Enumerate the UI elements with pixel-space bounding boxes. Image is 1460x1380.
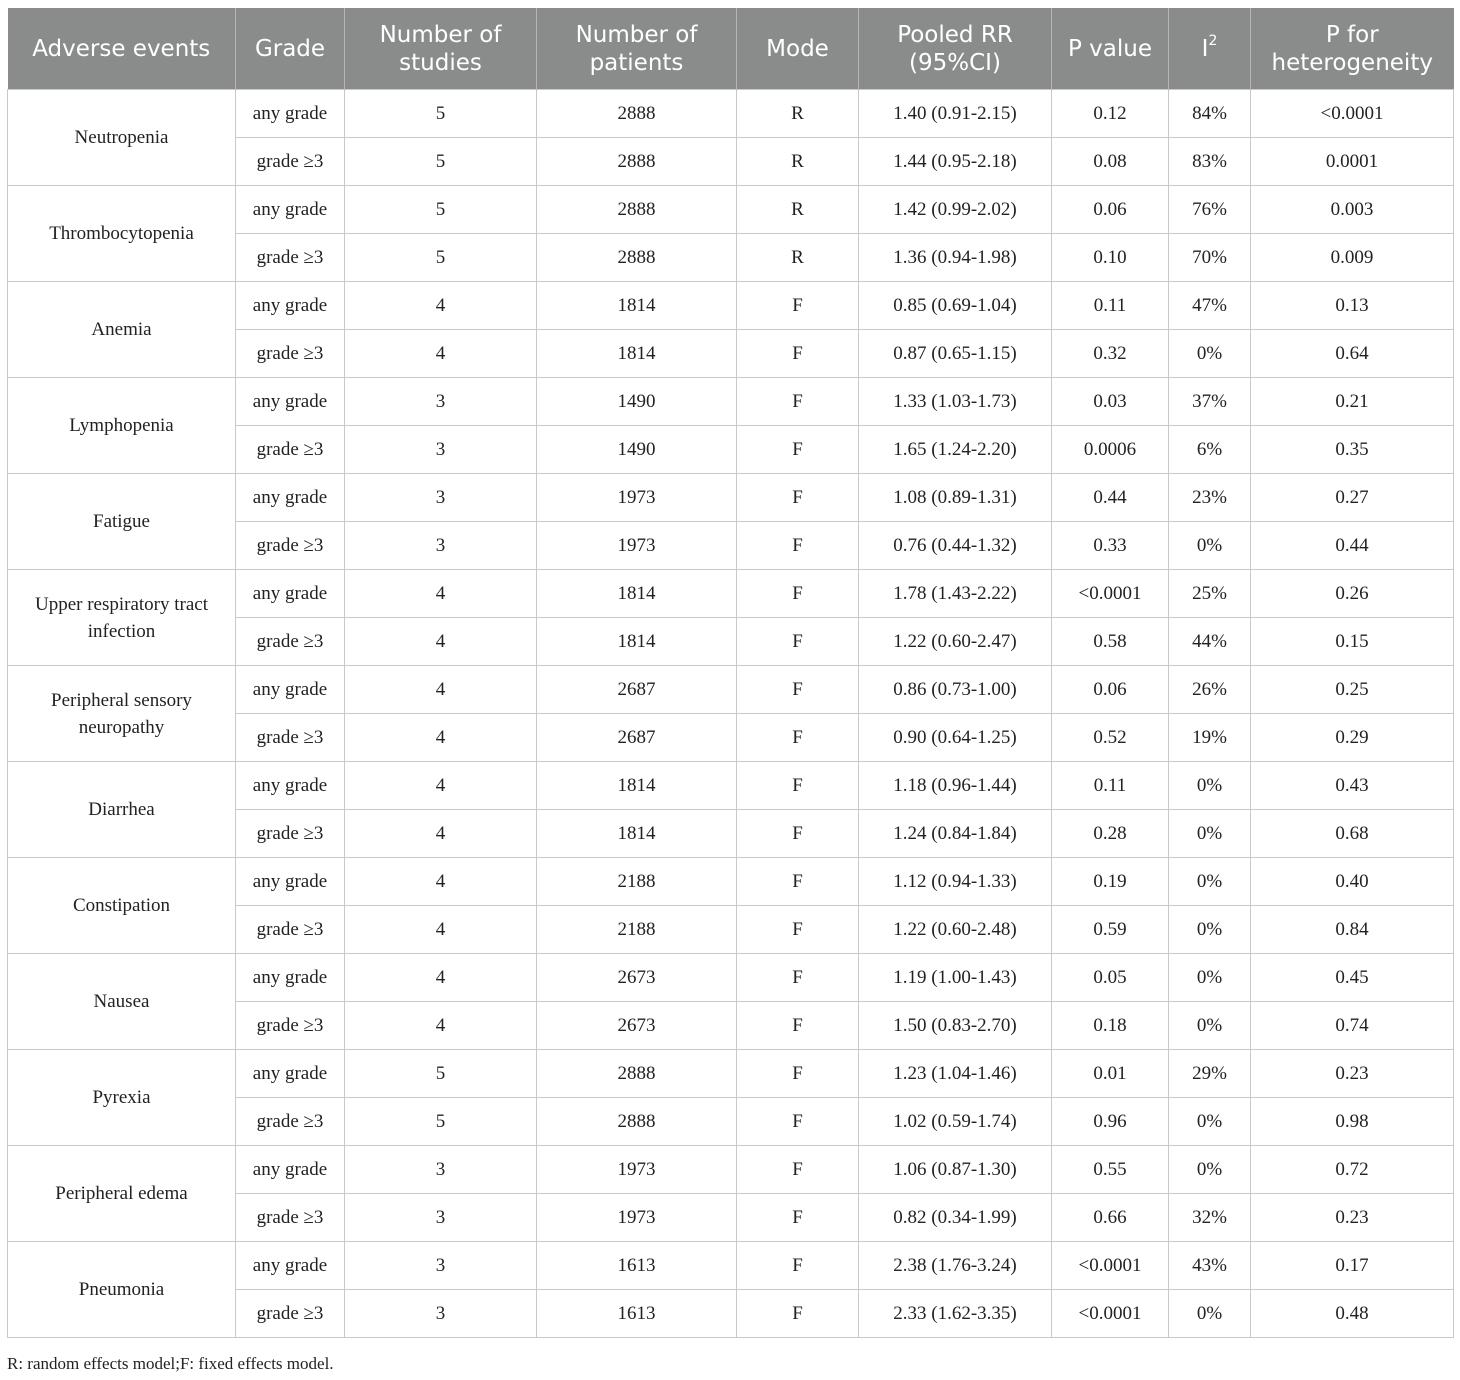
patients-cell: 1973 — [537, 474, 737, 522]
p-value-cell: 0.66 — [1052, 1194, 1169, 1242]
i2-cell: 44% — [1169, 618, 1251, 666]
mode-cell: R — [737, 234, 859, 282]
mode-cell: F — [737, 570, 859, 618]
adverse-event-cell: Lymphopenia — [8, 378, 236, 474]
i2-cell: 76% — [1169, 186, 1251, 234]
patients-cell: 2888 — [537, 1098, 737, 1146]
p-value-cell: <0.0001 — [1052, 1290, 1169, 1338]
patients-cell: 2888 — [537, 186, 737, 234]
i2-cell: 0% — [1169, 810, 1251, 858]
i2-cell: 0% — [1169, 954, 1251, 1002]
patients-cell: 1490 — [537, 426, 737, 474]
studies-cell: 3 — [345, 522, 537, 570]
p-heterogeneity-cell: 0.23 — [1251, 1194, 1454, 1242]
pooled-rr-cell: 1.22 (0.60-2.48) — [859, 906, 1052, 954]
pooled-rr-cell: 1.33 (1.03-1.73) — [859, 378, 1052, 426]
patients-cell: 1973 — [537, 522, 737, 570]
studies-cell: 4 — [345, 570, 537, 618]
i2-cell: 43% — [1169, 1242, 1251, 1290]
grade-cell: any grade — [236, 90, 345, 138]
mode-cell: F — [737, 858, 859, 906]
p-heterogeneity-cell: 0.43 — [1251, 762, 1454, 810]
i2-cell: 0% — [1169, 1098, 1251, 1146]
p-heterogeneity-cell: 0.27 — [1251, 474, 1454, 522]
i2-cell: 0% — [1169, 1002, 1251, 1050]
header-number-of-patients: Number of patients — [537, 8, 737, 90]
header-mode: Mode — [737, 8, 859, 90]
header-grade: Grade — [236, 8, 345, 90]
adverse-event-cell: Peripheral sensory neuropathy — [8, 666, 236, 762]
i2-cell: 70% — [1169, 234, 1251, 282]
grade-cell: any grade — [236, 762, 345, 810]
patients-cell: 1814 — [537, 282, 737, 330]
i2-cell: 0% — [1169, 762, 1251, 810]
grade-cell: grade ≥3 — [236, 1098, 345, 1146]
mode-cell: R — [737, 138, 859, 186]
mode-cell: F — [737, 330, 859, 378]
mode-cell: F — [737, 1290, 859, 1338]
patients-cell: 1814 — [537, 570, 737, 618]
patients-cell: 1973 — [537, 1146, 737, 1194]
p-value-cell: 0.01 — [1052, 1050, 1169, 1098]
patients-cell: 2888 — [537, 90, 737, 138]
studies-cell: 4 — [345, 714, 537, 762]
p-heterogeneity-cell: 0.44 — [1251, 522, 1454, 570]
patients-cell: 2888 — [537, 1050, 737, 1098]
adverse-event-cell: Diarrhea — [8, 762, 236, 858]
studies-cell: 4 — [345, 666, 537, 714]
p-value-cell: 0.33 — [1052, 522, 1169, 570]
table-row — [8, 1242, 1454, 1290]
adverse-event-cell: Pyrexia — [8, 1050, 236, 1146]
grade-cell: grade ≥3 — [236, 138, 345, 186]
grade-cell: grade ≥3 — [236, 618, 345, 666]
p-value-cell: <0.0001 — [1052, 1242, 1169, 1290]
mode-cell: R — [737, 186, 859, 234]
p-heterogeneity-cell: 0.17 — [1251, 1242, 1454, 1290]
i2-cell: 6% — [1169, 426, 1251, 474]
pooled-rr-cell: 2.38 (1.76-3.24) — [859, 1242, 1052, 1290]
i2-cell: 84% — [1169, 90, 1251, 138]
p-heterogeneity-cell: 0.003 — [1251, 186, 1454, 234]
grade-cell: grade ≥3 — [236, 1290, 345, 1338]
p-value-cell: 0.18 — [1052, 1002, 1169, 1050]
studies-cell: 5 — [345, 1098, 537, 1146]
grade-cell: any grade — [236, 954, 345, 1002]
pooled-rr-cell: 2.33 (1.62-3.35) — [859, 1290, 1052, 1338]
p-value-cell: 0.59 — [1052, 906, 1169, 954]
p-value-cell: 0.52 — [1052, 714, 1169, 762]
p-heterogeneity-cell: 0.68 — [1251, 810, 1454, 858]
i2-cell: 0% — [1169, 330, 1251, 378]
mode-cell: F — [737, 474, 859, 522]
pooled-rr-cell: 0.86 (0.73-1.00) — [859, 666, 1052, 714]
p-heterogeneity-cell: 0.009 — [1251, 234, 1454, 282]
p-heterogeneity-cell: 0.26 — [1251, 570, 1454, 618]
mode-cell: F — [737, 954, 859, 1002]
studies-cell: 4 — [345, 906, 537, 954]
p-value-cell: 0.12 — [1052, 90, 1169, 138]
p-value-cell: 0.06 — [1052, 666, 1169, 714]
table-row — [8, 954, 1454, 1002]
p-value-cell: 0.10 — [1052, 234, 1169, 282]
studies-cell: 4 — [345, 858, 537, 906]
patients-cell: 1814 — [537, 762, 737, 810]
studies-cell: 5 — [345, 138, 537, 186]
studies-cell: 4 — [345, 810, 537, 858]
p-heterogeneity-cell: 0.25 — [1251, 666, 1454, 714]
i2-cell: 32% — [1169, 1194, 1251, 1242]
patients-cell: 2188 — [537, 858, 737, 906]
i2-cell: 26% — [1169, 666, 1251, 714]
grade-cell: grade ≥3 — [236, 810, 345, 858]
adverse-event-cell: Neutropenia — [8, 90, 236, 186]
i2-cell: 23% — [1169, 474, 1251, 522]
grade-cell: any grade — [236, 1050, 345, 1098]
table-row — [8, 762, 1454, 810]
p-value-cell: 0.19 — [1052, 858, 1169, 906]
i2-cell: 0% — [1169, 1290, 1251, 1338]
patients-cell: 1613 — [537, 1290, 737, 1338]
grade-cell: any grade — [236, 378, 345, 426]
p-heterogeneity-cell: 0.13 — [1251, 282, 1454, 330]
patients-cell: 1973 — [537, 1194, 737, 1242]
pooled-rr-cell: 1.19 (1.00-1.43) — [859, 954, 1052, 1002]
pooled-rr-cell: 1.50 (0.83-2.70) — [859, 1002, 1052, 1050]
grade-cell: any grade — [236, 858, 345, 906]
p-value-cell: 0.32 — [1052, 330, 1169, 378]
grade-cell: any grade — [236, 186, 345, 234]
p-heterogeneity-cell: 0.15 — [1251, 618, 1454, 666]
header-adverse-events: Adverse events — [8, 8, 236, 90]
pooled-rr-cell: 1.24 (0.84-1.84) — [859, 810, 1052, 858]
adverse-event-cell: Upper respiratory tract infection — [8, 570, 236, 666]
grade-cell: any grade — [236, 1146, 345, 1194]
mode-cell: F — [737, 1050, 859, 1098]
table-row — [8, 570, 1454, 618]
p-heterogeneity-cell: 0.45 — [1251, 954, 1454, 1002]
pooled-rr-cell: 1.65 (1.24-2.20) — [859, 426, 1052, 474]
table-row — [8, 858, 1454, 906]
studies-cell: 4 — [345, 954, 537, 1002]
pooled-rr-cell: 0.90 (0.64-1.25) — [859, 714, 1052, 762]
patients-cell: 2673 — [537, 954, 737, 1002]
studies-cell: 3 — [345, 474, 537, 522]
patients-cell: 1814 — [537, 330, 737, 378]
mode-cell: F — [737, 1242, 859, 1290]
table-row — [8, 186, 1454, 234]
grade-cell: grade ≥3 — [236, 330, 345, 378]
table-row — [8, 474, 1454, 522]
patients-cell: 2188 — [537, 906, 737, 954]
studies-cell: 4 — [345, 330, 537, 378]
mode-cell: F — [737, 714, 859, 762]
mode-cell: F — [737, 378, 859, 426]
pooled-rr-cell: 1.78 (1.43-2.22) — [859, 570, 1052, 618]
patients-cell: 1613 — [537, 1242, 737, 1290]
pooled-rr-cell: 1.23 (1.04-1.46) — [859, 1050, 1052, 1098]
pooled-rr-cell: 1.36 (0.94-1.98) — [859, 234, 1052, 282]
adverse-event-cell: Peripheral edema — [8, 1146, 236, 1242]
studies-cell: 3 — [345, 1290, 537, 1338]
i2-cell: 29% — [1169, 1050, 1251, 1098]
table-row — [8, 378, 1454, 426]
patients-cell: 1814 — [537, 618, 737, 666]
p-heterogeneity-cell: 0.35 — [1251, 426, 1454, 474]
patients-cell: 2888 — [537, 234, 737, 282]
mode-cell: R — [737, 90, 859, 138]
pooled-rr-cell: 1.12 (0.94-1.33) — [859, 858, 1052, 906]
studies-cell: 4 — [345, 762, 537, 810]
i2-cell: 0% — [1169, 906, 1251, 954]
p-value-cell: 0.96 — [1052, 1098, 1169, 1146]
grade-cell: any grade — [236, 666, 345, 714]
header-row — [8, 8, 1454, 90]
p-value-cell: 0.0006 — [1052, 426, 1169, 474]
header-pooled-rr: Pooled RR (95%CI) — [859, 8, 1052, 90]
p-heterogeneity-cell: 0.84 — [1251, 906, 1454, 954]
grade-cell: grade ≥3 — [236, 1002, 345, 1050]
patients-cell: 2888 — [537, 138, 737, 186]
pooled-rr-cell: 0.85 (0.69-1.04) — [859, 282, 1052, 330]
adverse-event-cell: Pneumonia — [8, 1242, 236, 1338]
header-p-for-heterogeneity: P for heterogeneity — [1251, 8, 1454, 90]
p-value-cell: <0.0001 — [1052, 570, 1169, 618]
i2-cell: 0% — [1169, 522, 1251, 570]
pooled-rr-cell: 1.44 (0.95-2.18) — [859, 138, 1052, 186]
p-heterogeneity-cell: 0.74 — [1251, 1002, 1454, 1050]
grade-cell: grade ≥3 — [236, 906, 345, 954]
mode-cell: F — [737, 810, 859, 858]
table-footnote: R: random effects model;F: fixed effects model. — [7, 1354, 334, 1373]
p-heterogeneity-cell: 0.21 — [1251, 378, 1454, 426]
pooled-rr-cell: 1.06 (0.87-1.30) — [859, 1146, 1052, 1194]
mode-cell: F — [737, 762, 859, 810]
mode-cell: F — [737, 906, 859, 954]
adverse-events-table — [7, 8, 1454, 1338]
p-heterogeneity-cell: 0.72 — [1251, 1146, 1454, 1194]
p-value-cell: 0.11 — [1052, 282, 1169, 330]
p-value-cell: 0.05 — [1052, 954, 1169, 1002]
mode-cell: F — [737, 522, 859, 570]
grade-cell: grade ≥3 — [236, 234, 345, 282]
p-value-cell: 0.06 — [1052, 186, 1169, 234]
grade-cell: grade ≥3 — [236, 426, 345, 474]
p-heterogeneity-cell: 0.48 — [1251, 1290, 1454, 1338]
p-value-cell: 0.58 — [1052, 618, 1169, 666]
p-value-cell: 0.44 — [1052, 474, 1169, 522]
grade-cell: grade ≥3 — [236, 714, 345, 762]
p-heterogeneity-cell: 0.23 — [1251, 1050, 1454, 1098]
mode-cell: F — [737, 282, 859, 330]
pooled-rr-cell: 1.42 (0.99-2.02) — [859, 186, 1052, 234]
pooled-rr-cell: 1.22 (0.60-2.47) — [859, 618, 1052, 666]
patients-cell: 2687 — [537, 714, 737, 762]
i2-cell: 25% — [1169, 570, 1251, 618]
i2-cell: 0% — [1169, 858, 1251, 906]
table-row — [8, 90, 1454, 138]
adverse-event-cell: Anemia — [8, 282, 236, 378]
p-heterogeneity-cell: <0.0001 — [1251, 90, 1454, 138]
studies-cell: 3 — [345, 1194, 537, 1242]
p-value-cell: 0.28 — [1052, 810, 1169, 858]
pooled-rr-cell: 0.76 (0.44-1.32) — [859, 522, 1052, 570]
i2-cell: 0% — [1169, 1146, 1251, 1194]
mode-cell: F — [737, 426, 859, 474]
mode-cell: F — [737, 1002, 859, 1050]
mode-cell: F — [737, 1146, 859, 1194]
grade-cell: any grade — [236, 474, 345, 522]
i2-cell: 37% — [1169, 378, 1251, 426]
pooled-rr-cell: 1.08 (0.89-1.31) — [859, 474, 1052, 522]
studies-cell: 5 — [345, 234, 537, 282]
grade-cell: grade ≥3 — [236, 1194, 345, 1242]
header-i2 — [1169, 8, 1251, 90]
studies-cell: 5 — [345, 90, 537, 138]
adverse-event-cell: Fatigue — [8, 474, 236, 570]
p-heterogeneity-cell: 0.64 — [1251, 330, 1454, 378]
p-heterogeneity-cell: 0.98 — [1251, 1098, 1454, 1146]
table-row — [8, 282, 1454, 330]
table-row — [8, 1146, 1454, 1194]
patients-cell: 1490 — [537, 378, 737, 426]
grade-cell: grade ≥3 — [236, 522, 345, 570]
mode-cell: F — [737, 618, 859, 666]
adverse-event-cell: Nausea — [8, 954, 236, 1050]
adverse-events-table-container — [7, 8, 1453, 1338]
p-value-cell: 0.55 — [1052, 1146, 1169, 1194]
p-heterogeneity-cell: 0.40 — [1251, 858, 1454, 906]
adverse-event-cell: Thrombocytopenia — [8, 186, 236, 282]
table-row — [8, 1050, 1454, 1098]
studies-cell: 3 — [345, 378, 537, 426]
studies-cell: 4 — [345, 618, 537, 666]
pooled-rr-cell: 1.02 (0.59-1.74) — [859, 1098, 1052, 1146]
mode-cell: F — [737, 1098, 859, 1146]
header-i2-base: I — [1201, 35, 1209, 62]
i2-cell: 19% — [1169, 714, 1251, 762]
header-p-value: P value — [1052, 8, 1169, 90]
p-value-cell: 0.03 — [1052, 378, 1169, 426]
studies-cell: 3 — [345, 426, 537, 474]
grade-cell: any grade — [236, 282, 345, 330]
pooled-rr-cell: 0.87 (0.65-1.15) — [859, 330, 1052, 378]
p-value-cell: 0.08 — [1052, 138, 1169, 186]
pooled-rr-cell: 1.40 (0.91-2.15) — [859, 90, 1052, 138]
studies-cell: 4 — [345, 1002, 537, 1050]
patients-cell: 2687 — [537, 666, 737, 714]
p-value-cell: 0.11 — [1052, 762, 1169, 810]
adverse-event-cell: Constipation — [8, 858, 236, 954]
pooled-rr-cell: 0.82 (0.34-1.99) — [859, 1194, 1052, 1242]
p-heterogeneity-cell: 0.0001 — [1251, 138, 1454, 186]
mode-cell: F — [737, 1194, 859, 1242]
studies-cell: 3 — [345, 1242, 537, 1290]
pooled-rr-cell: 1.18 (0.96-1.44) — [859, 762, 1052, 810]
patients-cell: 1814 — [537, 810, 737, 858]
header-i2-superscript: 2 — [1208, 32, 1218, 49]
header-number-of-studies: Number of studies — [345, 8, 537, 90]
i2-cell: 47% — [1169, 282, 1251, 330]
p-heterogeneity-cell: 0.29 — [1251, 714, 1454, 762]
table-body — [8, 90, 1454, 1338]
grade-cell: any grade — [236, 1242, 345, 1290]
studies-cell: 4 — [345, 282, 537, 330]
grade-cell: any grade — [236, 570, 345, 618]
studies-cell: 3 — [345, 1146, 537, 1194]
i2-cell: 83% — [1169, 138, 1251, 186]
mode-cell: F — [737, 666, 859, 714]
studies-cell: 5 — [345, 1050, 537, 1098]
patients-cell: 2673 — [537, 1002, 737, 1050]
table-row — [8, 666, 1454, 714]
studies-cell: 5 — [345, 186, 537, 234]
